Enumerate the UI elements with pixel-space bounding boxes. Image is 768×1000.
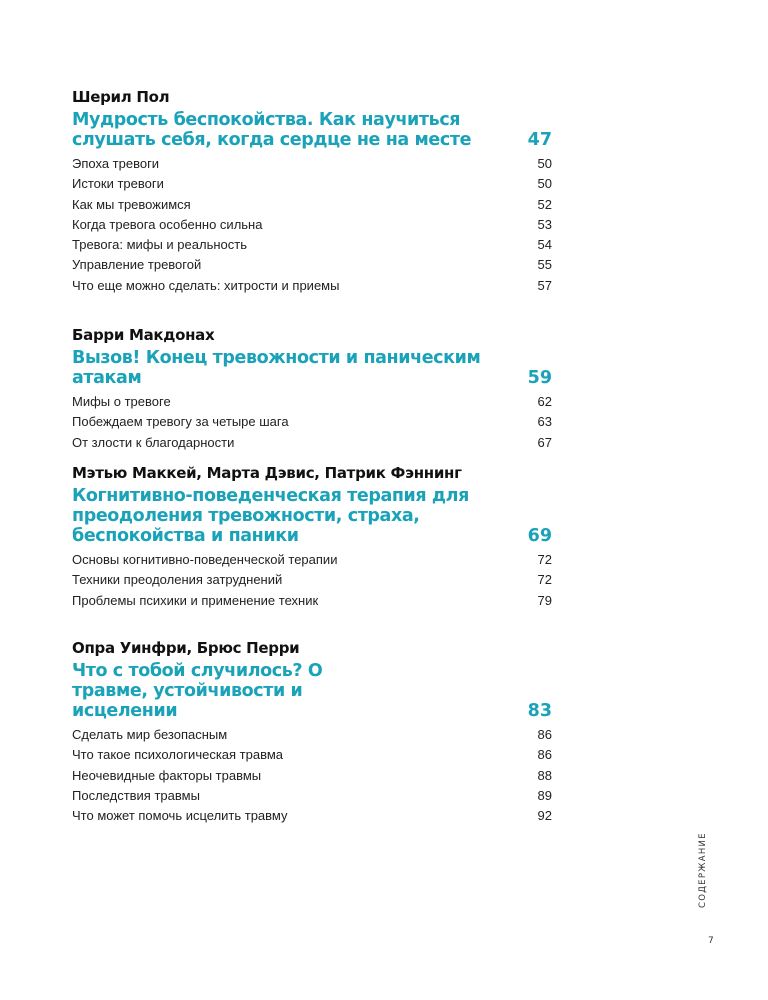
toc-book — [72, 326, 552, 455]
book-page-number: 59 — [527, 368, 552, 388]
chapter-title: Мифы о тревоге — [72, 394, 171, 409]
chapter-row — [72, 572, 552, 592]
chapter-title: Что может помочь исцелить травму — [72, 808, 288, 824]
book-title: Что с тобой случилось? О травме, устойчивости и исцелении — [72, 661, 323, 721]
chapter-row — [72, 768, 552, 788]
chapter-list — [72, 552, 552, 613]
chapter-page: 67 — [537, 434, 552, 450]
chapter-title: Что такое психологическая травма — [72, 747, 284, 763]
chapter-title: Последствия травмы — [72, 787, 200, 803]
chapter-page: 57 — [537, 277, 552, 293]
chapter-row — [72, 217, 552, 237]
book-title: Мудрость беспокойства. Как научиться слушать себя, когда сердце не на месте — [72, 110, 472, 150]
chapter-row — [72, 593, 552, 613]
chapter-list — [72, 156, 552, 298]
book-title-row — [72, 661, 552, 721]
chapter-list — [72, 727, 552, 828]
chapter-page: 50 — [537, 156, 552, 171]
chapter-title: Управление тревогой — [72, 257, 202, 273]
chapter-title: Тревога: мифы и реальность — [72, 237, 247, 253]
chapter-row — [72, 156, 552, 176]
toc-book — [72, 464, 552, 613]
chapter-row — [72, 747, 552, 767]
book-page-number: 69 — [527, 526, 552, 546]
chapter-title: Основы когнитивно-поведенческой терапии — [72, 552, 338, 567]
chapter-row — [72, 257, 552, 277]
chapter-title: Истоки тревоги — [72, 176, 164, 192]
chapter-page: 89 — [537, 787, 552, 803]
book-author: Опра Уинфри, Брюс Перри — [72, 639, 300, 657]
chapter-page: 79 — [537, 592, 552, 608]
chapter-row — [72, 197, 552, 217]
chapter-page: 86 — [537, 727, 552, 742]
chapter-row — [72, 727, 552, 747]
book-title-row — [72, 486, 552, 546]
book-page-number: 83 — [527, 701, 552, 721]
chapter-title: Проблемы психики и применение техник — [72, 592, 319, 608]
chapter-page: 63 — [537, 414, 552, 430]
toc-book — [72, 88, 552, 298]
chapter-page: 55 — [537, 257, 552, 273]
chapter-page: 62 — [537, 394, 552, 409]
chapter-row — [72, 414, 552, 434]
chapter-title: Когда тревога особенно сильна — [72, 216, 263, 232]
chapter-page: 92 — [537, 808, 552, 824]
chapter-row — [72, 552, 552, 572]
chapter-page: 53 — [537, 216, 552, 232]
chapter-list — [72, 394, 552, 455]
book-title: Вызов! Конец тревожности и паническим атакам — [72, 348, 481, 388]
chapter-page: 88 — [537, 767, 552, 783]
book-author: Барри Макдонах — [72, 326, 215, 344]
book-author: Мэтью Маккей, Марта Дэвис, Патрик Фэннинг — [72, 464, 462, 482]
chapter-title: Что еще можно сделать: хитрости и приемы — [72, 277, 340, 293]
chapter-title: Эпоха тревоги — [72, 156, 160, 171]
chapter-page: 52 — [537, 196, 552, 212]
page-number: 7 — [708, 936, 714, 946]
chapter-row — [72, 788, 552, 808]
chapter-page: 72 — [537, 572, 552, 588]
chapter-title: Техники преодоления затруднений — [72, 572, 283, 588]
chapter-row — [72, 808, 552, 828]
book-title-row — [72, 110, 552, 150]
chapter-page: 54 — [537, 237, 552, 253]
section-label: СОДЕРЖАНИЕ — [698, 832, 708, 908]
book-page-number: 47 — [527, 130, 552, 150]
chapter-row — [72, 435, 552, 455]
chapter-page: 72 — [537, 552, 552, 567]
chapter-title: Сделать мир безопасным — [72, 727, 228, 742]
chapter-title: От злости к благодарности — [72, 434, 235, 450]
chapter-row — [72, 237, 552, 257]
toc-book — [72, 639, 552, 828]
chapter-title: Побеждаем тревогу за четыре шага — [72, 414, 289, 430]
chapter-page: 86 — [537, 747, 552, 763]
chapter-row — [72, 278, 552, 298]
chapter-row — [72, 176, 552, 196]
book-title-row — [72, 348, 552, 388]
book-title: Когнитивно-поведенческая терапия для преодоления тревожности, страха, беспокойства и паники — [72, 486, 469, 546]
chapter-row — [72, 394, 552, 414]
chapter-title: Как мы тревожимся — [72, 196, 191, 212]
chapter-title: Неочевидные факторы травмы — [72, 767, 262, 783]
book-author: Шерил Пол — [72, 88, 170, 106]
chapter-page: 50 — [537, 176, 552, 192]
